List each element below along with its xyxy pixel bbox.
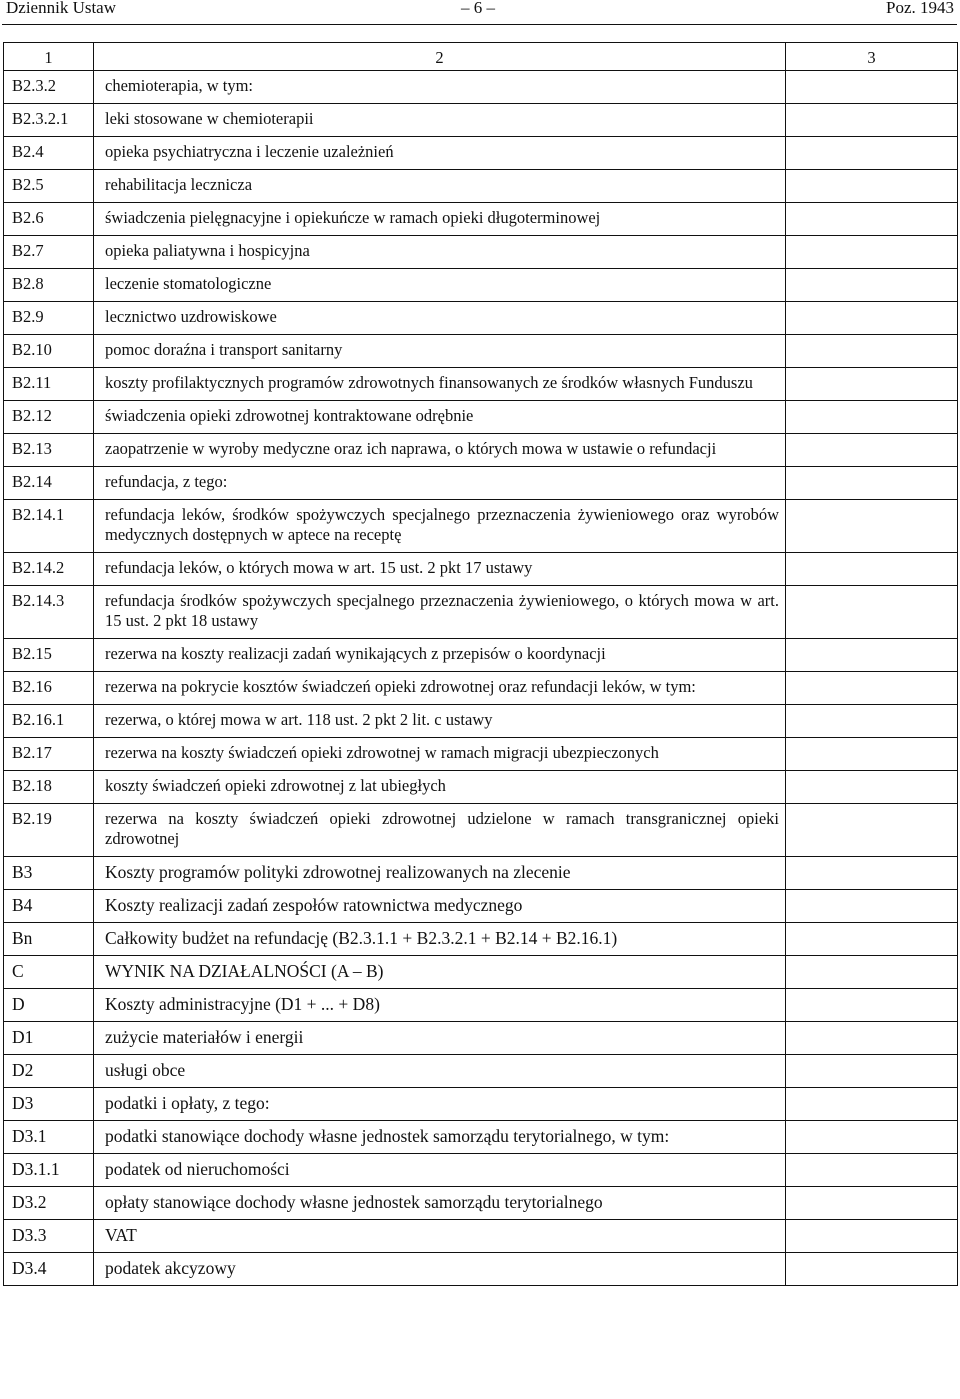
row-description: opieka paliatywna i hospicyjna bbox=[94, 236, 786, 269]
row-description: podatki stanowiące dochody własne jednostek samorządu terytorialnego, w tym: bbox=[94, 1121, 786, 1154]
table-row bbox=[4, 857, 958, 890]
row-value bbox=[786, 1022, 958, 1055]
row-code: B2.9 bbox=[4, 302, 94, 335]
row-description: podatek od nieruchomości bbox=[94, 1154, 786, 1187]
row-value bbox=[786, 1154, 958, 1187]
table-row bbox=[4, 269, 958, 302]
row-code: B2.5 bbox=[4, 170, 94, 203]
row-code: B2.4 bbox=[4, 137, 94, 170]
row-code: D bbox=[4, 989, 94, 1022]
column-header-row bbox=[4, 43, 958, 71]
table-row bbox=[4, 923, 958, 956]
row-code: B2.7 bbox=[4, 236, 94, 269]
row-description: świadczenia opieki zdrowotnej kontraktowane odrębnie bbox=[94, 401, 786, 434]
table-row bbox=[4, 672, 958, 705]
table-row bbox=[4, 771, 958, 804]
row-code: B2.16.1 bbox=[4, 705, 94, 738]
row-value bbox=[786, 771, 958, 804]
row-description: podatki i opłaty, z tego: bbox=[94, 1088, 786, 1121]
row-value bbox=[786, 1088, 958, 1121]
row-description: refundacja środków spożywczych specjalnego przeznaczenia żywieniowego, o których mowa w art. 15 ust. 2 pkt 18 ustawy bbox=[94, 586, 786, 639]
table-row bbox=[4, 1022, 958, 1055]
table-row bbox=[4, 401, 958, 434]
row-code: B2.3.2 bbox=[4, 71, 94, 104]
table-row bbox=[4, 639, 958, 672]
table-row bbox=[4, 1088, 958, 1121]
row-code: B2.17 bbox=[4, 738, 94, 771]
table-row bbox=[4, 1253, 958, 1286]
table-row bbox=[4, 104, 958, 137]
table-row bbox=[4, 236, 958, 269]
row-description: rehabilitacja lecznicza bbox=[94, 170, 786, 203]
row-code: B2.8 bbox=[4, 269, 94, 302]
row-value bbox=[786, 71, 958, 104]
table-row bbox=[4, 71, 958, 104]
journal-title: Dziennik Ustaw bbox=[6, 0, 117, 17]
row-description: leczenie stomatologiczne bbox=[94, 269, 786, 302]
row-value bbox=[786, 1187, 958, 1220]
row-description: opłaty stanowiące dochody własne jednostek samorządu terytorialnego bbox=[94, 1187, 786, 1220]
row-description: Koszty realizacji zadań zespołów ratownictwa medycznego bbox=[94, 890, 786, 923]
row-code: D3.2 bbox=[4, 1187, 94, 1220]
row-value bbox=[786, 368, 958, 401]
cost-table bbox=[3, 42, 958, 1286]
table-row bbox=[4, 1154, 958, 1187]
row-code: D3 bbox=[4, 1088, 94, 1121]
row-code: B2.14.3 bbox=[4, 586, 94, 639]
row-description: koszty świadczeń opieki zdrowotnej z lat ubiegłych bbox=[94, 771, 786, 804]
row-description: Koszty programów polityki zdrowotnej realizowanych na zlecenie bbox=[94, 857, 786, 890]
row-description: Całkowity budżet na refundację (B2.3.1.1 + B2.3.2.1 + B2.14 + B2.16.1) bbox=[94, 923, 786, 956]
row-value bbox=[786, 500, 958, 553]
row-description: koszty profilaktycznych programów zdrowotnych finansowanych ze środków własnych Funduszu bbox=[94, 368, 786, 401]
row-code: B2.13 bbox=[4, 434, 94, 467]
row-code: D3.3 bbox=[4, 1220, 94, 1253]
table-row bbox=[4, 467, 958, 500]
row-description: usługi obce bbox=[94, 1055, 786, 1088]
row-code: D2 bbox=[4, 1055, 94, 1088]
row-code: B2.10 bbox=[4, 335, 94, 368]
row-value bbox=[786, 401, 958, 434]
row-description: rezerwa na koszty realizacji zadań wynikających z przepisów o koordynacji bbox=[94, 639, 786, 672]
row-description: WYNIK NA DZIAŁALNOŚCI (A – B) bbox=[94, 956, 786, 989]
table-row bbox=[4, 956, 958, 989]
row-description: refundacja, z tego: bbox=[94, 467, 786, 500]
row-description: rezerwa na koszty świadczeń opieki zdrowotnej w ramach migracji ubezpieczonych bbox=[94, 738, 786, 771]
row-code: B2.14.1 bbox=[4, 500, 94, 553]
header-rule bbox=[2, 24, 957, 25]
column-header: 1 bbox=[4, 43, 94, 71]
row-value bbox=[786, 104, 958, 137]
row-value bbox=[786, 1253, 958, 1286]
row-code: B3 bbox=[4, 857, 94, 890]
column-header: 2 bbox=[94, 43, 786, 71]
table-row bbox=[4, 553, 958, 586]
table-row bbox=[4, 1121, 958, 1154]
table-row bbox=[4, 302, 958, 335]
row-description: Koszty administracyjne (D1 + ... + D8) bbox=[94, 989, 786, 1022]
row-description: pomoc doraźna i transport sanitarny bbox=[94, 335, 786, 368]
row-code: B2.15 bbox=[4, 639, 94, 672]
row-description: chemioterapia, w tym: bbox=[94, 71, 786, 104]
row-description: podatek akcyzowy bbox=[94, 1253, 786, 1286]
row-value bbox=[786, 553, 958, 586]
table-row bbox=[4, 586, 958, 639]
row-code: D3.1 bbox=[4, 1121, 94, 1154]
row-value bbox=[786, 1121, 958, 1154]
row-value bbox=[786, 989, 958, 1022]
row-value bbox=[786, 890, 958, 923]
row-value bbox=[786, 236, 958, 269]
row-value bbox=[786, 1055, 958, 1088]
table-body bbox=[4, 43, 958, 1286]
row-description: zużycie materiałów i energii bbox=[94, 1022, 786, 1055]
row-value bbox=[786, 923, 958, 956]
row-description: rezerwa na koszty świadczeń opieki zdrowotnej udzielone w ramach transgranicznej opieki zdrowotnej bbox=[94, 804, 786, 857]
table-row bbox=[4, 170, 958, 203]
row-code: B2.12 bbox=[4, 401, 94, 434]
row-code: D1 bbox=[4, 1022, 94, 1055]
row-value bbox=[786, 705, 958, 738]
table-row bbox=[4, 368, 958, 401]
row-code: B2.11 bbox=[4, 368, 94, 401]
row-code: B2.19 bbox=[4, 804, 94, 857]
row-code: B2.14.2 bbox=[4, 553, 94, 586]
row-description: lecznictwo uzdrowiskowe bbox=[94, 302, 786, 335]
row-code: B2.6 bbox=[4, 203, 94, 236]
table-row bbox=[4, 804, 958, 857]
row-description: opieka psychiatryczna i leczenie uzależnień bbox=[94, 137, 786, 170]
row-code: B2.3.2.1 bbox=[4, 104, 94, 137]
row-value bbox=[786, 586, 958, 639]
row-value bbox=[786, 467, 958, 500]
table-row bbox=[4, 335, 958, 368]
row-code: B4 bbox=[4, 890, 94, 923]
position-number: Poz. 1943 bbox=[886, 0, 954, 17]
table-row bbox=[4, 890, 958, 923]
row-value bbox=[786, 738, 958, 771]
row-value bbox=[786, 672, 958, 705]
row-code: D3.4 bbox=[4, 1253, 94, 1286]
table-row bbox=[4, 137, 958, 170]
row-code: C bbox=[4, 956, 94, 989]
table-row bbox=[4, 989, 958, 1022]
row-value bbox=[786, 956, 958, 989]
row-description: refundacja leków, środków spożywczych specjalnego przeznaczenia żywieniowego oraz wyrobów medycznych dostępnych w aptece na receptę bbox=[94, 500, 786, 553]
row-code: Bn bbox=[4, 923, 94, 956]
row-value bbox=[786, 804, 958, 857]
table-row bbox=[4, 434, 958, 467]
table-row bbox=[4, 1055, 958, 1088]
table-row bbox=[4, 203, 958, 236]
row-code: B2.16 bbox=[4, 672, 94, 705]
row-value bbox=[786, 434, 958, 467]
row-description: rezerwa, o której mowa w art. 118 ust. 2 pkt 2 lit. c ustawy bbox=[94, 705, 786, 738]
row-code: B2.18 bbox=[4, 771, 94, 804]
column-header: 3 bbox=[786, 43, 958, 71]
table-row bbox=[4, 1187, 958, 1220]
row-description: zaopatrzenie w wyroby medyczne oraz ich naprawa, o których mowa w ustawie o refundacji bbox=[94, 434, 786, 467]
row-code: B2.14 bbox=[4, 467, 94, 500]
page-header bbox=[0, 0, 960, 22]
table-row bbox=[4, 1220, 958, 1253]
row-value bbox=[786, 639, 958, 672]
page-number: – 6 – bbox=[461, 0, 495, 17]
row-value bbox=[786, 335, 958, 368]
row-value bbox=[786, 857, 958, 890]
table-row bbox=[4, 738, 958, 771]
table-row bbox=[4, 500, 958, 553]
row-description: refundacja leków, o których mowa w art. 15 ust. 2 pkt 17 ustawy bbox=[94, 553, 786, 586]
row-description: rezerwa na pokrycie kosztów świadczeń opieki zdrowotnej oraz refundacji leków, w tym: bbox=[94, 672, 786, 705]
row-value bbox=[786, 203, 958, 236]
row-value bbox=[786, 269, 958, 302]
row-code: D3.1.1 bbox=[4, 1154, 94, 1187]
table-row bbox=[4, 705, 958, 738]
row-value bbox=[786, 137, 958, 170]
row-description: VAT bbox=[94, 1220, 786, 1253]
row-value bbox=[786, 1220, 958, 1253]
row-value bbox=[786, 302, 958, 335]
row-description: leki stosowane w chemioterapii bbox=[94, 104, 786, 137]
row-value bbox=[786, 170, 958, 203]
row-description: świadczenia pielęgnacyjne i opiekuńcze w ramach opieki długoterminowej bbox=[94, 203, 786, 236]
